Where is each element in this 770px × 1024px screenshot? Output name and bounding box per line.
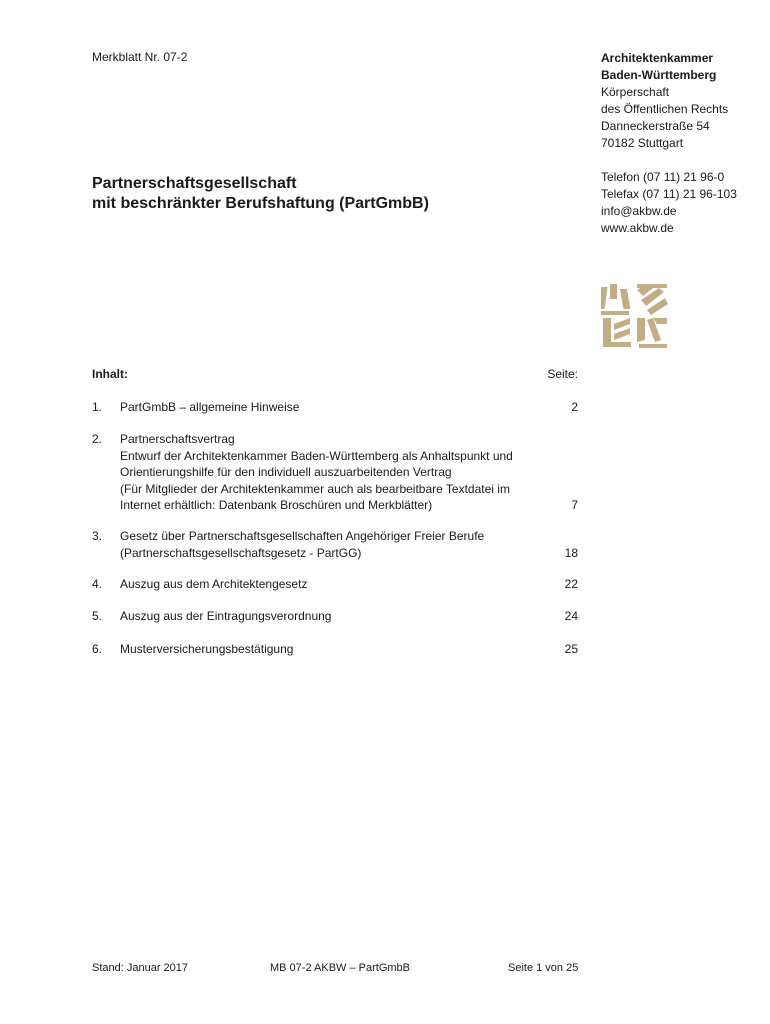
- toc-page-heading: Seite:: [547, 367, 578, 381]
- footer-document: MB 07-2 AKBW – PartGmbB: [270, 962, 410, 974]
- title-line-2: mit beschränkter Berufshaftung (PartGmbB): [92, 195, 429, 212]
- toc-item-text: [120, 641, 516, 658]
- toc-heading: Inhalt:: [92, 367, 128, 381]
- address-spacer: [601, 152, 761, 169]
- toc-item-text: [120, 431, 516, 514]
- organization-address-block: [601, 50, 761, 237]
- toc-item-text: [120, 576, 516, 593]
- org-website[interactable]: www.akbw.de: [601, 221, 674, 235]
- toc-item-number: 4.: [92, 577, 103, 591]
- toc-item-number: 6.: [92, 642, 103, 656]
- org-phone: Telefon (07 11) 21 96-0: [601, 170, 725, 184]
- toc-item-number: 2.: [92, 432, 103, 446]
- toc-item-text: [120, 399, 516, 416]
- toc-item-page: 22: [564, 577, 578, 591]
- toc-item-line: Gesetz über Partnerschaftsgesellschaften Angehöriger Freier Berufe: [120, 529, 485, 543]
- org-type-line-1: Körperschaft: [601, 85, 670, 99]
- document-title: [92, 174, 429, 214]
- toc-item-line: Internet erhältlich: Datenbank Broschüren und Merkblätter): [120, 498, 433, 512]
- toc-item-line: Orientierungshilfe für den individuell auszuarbeitenden Vertrag: [120, 465, 452, 479]
- toc-item-page: 18: [564, 545, 578, 560]
- toc-item-line: Partnerschaftsvertrag: [120, 432, 235, 446]
- toc-item-line: Entwurf der Architektenkammer Baden-Württemberg als Anhaltspunkt und: [120, 448, 513, 463]
- toc-item-line: (Für Mitglieder der Architektenkammer auch als bearbeitbare Textdatei im: [120, 481, 510, 496]
- org-email[interactable]: info@akbw.de: [601, 204, 677, 218]
- merkblatt-number: Merkblatt Nr. 07-2: [92, 50, 188, 64]
- toc-item-page: 25: [564, 642, 578, 656]
- toc-item-number: 1.: [92, 400, 103, 414]
- toc-item-line: Auszug aus dem Architektengesetz: [120, 577, 308, 591]
- toc-item-line: (Partnerschaftsgesellschaftsgesetz - PartGG): [120, 545, 362, 560]
- toc-item-line: PartGmbB – allgemeine Hinweise: [120, 400, 300, 414]
- org-name-line-2: Baden-Württemberg: [601, 68, 717, 82]
- org-street: Danneckerstraße 54: [601, 119, 710, 133]
- toc-item-text: [120, 528, 516, 561]
- org-name-line-1: Architektenkammer: [601, 51, 714, 65]
- toc-item-text: [120, 608, 516, 625]
- toc-item-line: Musterversicherungsbestätigung: [120, 642, 294, 656]
- org-fax: Telefax (07 11) 21 96-103: [601, 187, 737, 201]
- toc-item-page: 7: [571, 498, 578, 512]
- footer-page-number: Seite 1 von 25: [508, 962, 579, 974]
- footer-stand: Stand: Januar 2017: [92, 962, 189, 974]
- toc-item-line: Auszug aus der Eintragungsverordnung: [120, 609, 332, 623]
- title-line-1: Partnerschaftsgesellschaft: [92, 175, 297, 192]
- toc-item-number: 5.: [92, 609, 103, 623]
- org-type-line-2: des Öffentlichen Rechts: [601, 102, 729, 116]
- toc-item-page: 2: [571, 400, 578, 414]
- akbw-logo-icon: [601, 284, 669, 348]
- org-city: 70182 Stuttgart: [601, 136, 684, 150]
- toc-item-page: 24: [564, 609, 578, 623]
- toc-item-number: 3.: [92, 529, 103, 543]
